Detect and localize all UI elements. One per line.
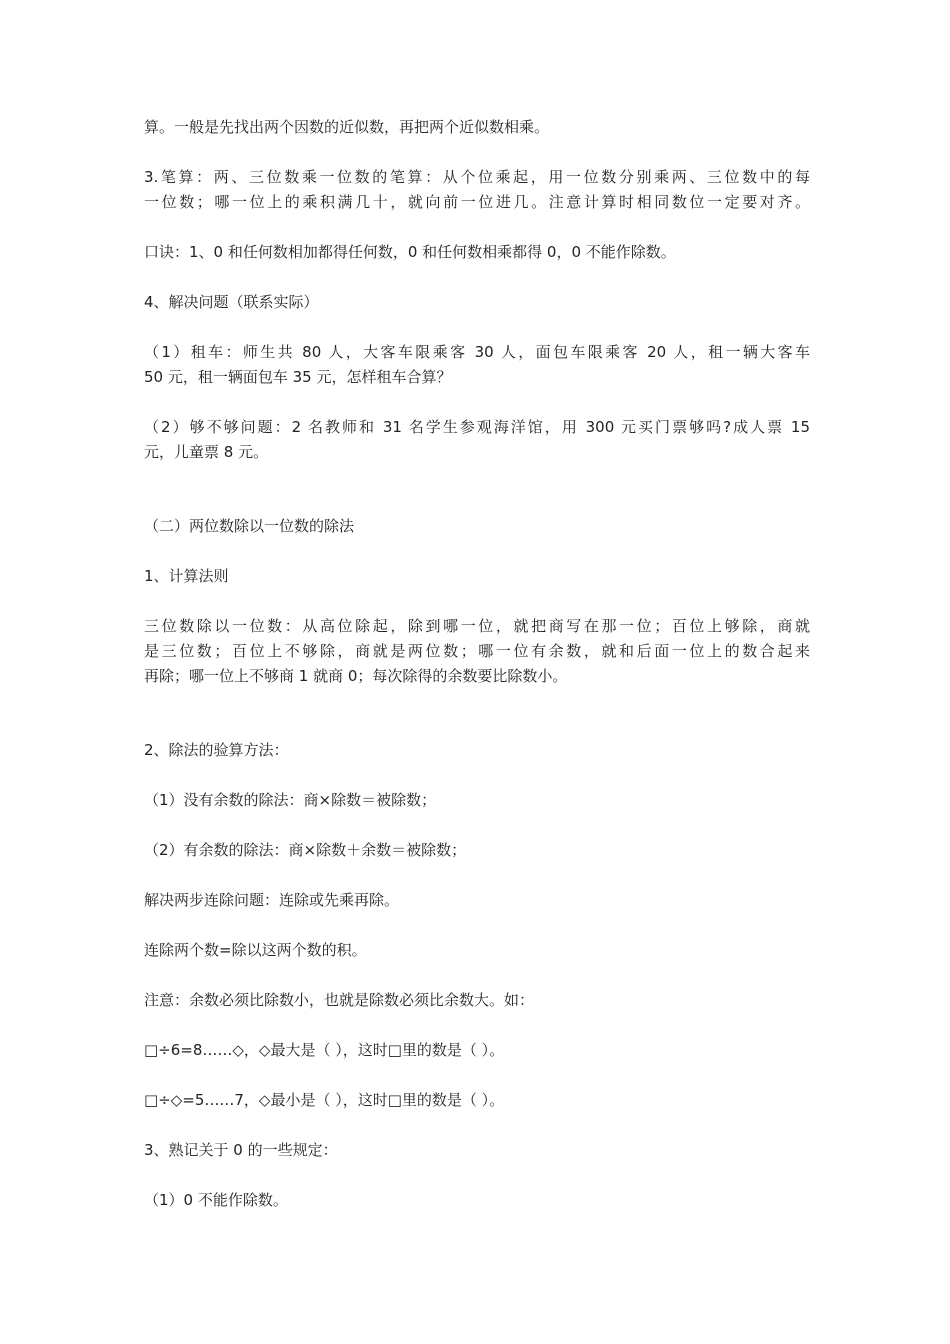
text-line: □÷◇=5……7，◇最小是（ ），这时□里的数是（ ）。 <box>144 1091 505 1109</box>
text-line: 3.笔算：两、三位数乘一位数的笔算：从个位乘起，用一位数分别乘两、三位数中的每 <box>144 168 810 186</box>
text-line: 解决两步连除问题：连除或先乘再除。 <box>144 891 400 909</box>
text-line: 是三位数；百位上不够除，商就是两位数；哪一位有余数，就和后面一位上的数合起来 <box>144 642 810 660</box>
section-heading: 3、熟记关于 0 的一些规定： <box>144 1141 338 1159</box>
section-heading: 2、除法的验算方法： <box>144 741 289 759</box>
section-heading: 4、解决问题（联系实际） <box>144 293 319 311</box>
section-heading: 1、计算法则 <box>144 567 229 585</box>
text-line: □÷6=8……◇，◇最大是（ ），这时□里的数是（ ）。 <box>144 1041 505 1059</box>
section-heading: （二）两位数除以一位数的除法 <box>144 517 355 535</box>
text-line: 口诀：1、0 和任何数相加都得任何数，0 和任何数相乘都得 0，0 不能作除数。 <box>144 243 676 261</box>
text-line: （2）有余数的除法：商×除数＋余数＝被除数； <box>144 841 467 859</box>
text-line: 一位数；哪一位上的乘积满几十，就向前一位进几。注意计算时相同数位一定要对齐。 <box>144 193 810 211</box>
text-line: 连除两个数=除以这两个数的积。 <box>144 941 367 959</box>
text-line: （1）0 不能作除数。 <box>144 1191 288 1209</box>
text-line: （2）够不够问题：2 名教师和 31 名学生参观海洋馆，用 300 元买门票够吗?成人票 15 <box>144 418 810 436</box>
text-line: （1）没有余数的除法：商×除数＝被除数； <box>144 791 437 809</box>
text-line: 三位数除以一位数：从高位除起，除到哪一位，就把商写在那一位；百位上够除，商就 <box>144 617 810 635</box>
text-line: （1）租车：师生共 80 人，大客车限乘客 30 人，面包车限乘客 20 人，租一辆大客车 <box>144 343 810 361</box>
text-line: 50 元，租一辆面包车 35 元，怎样租车合算？ <box>144 368 452 386</box>
text-line: 注意：余数必须比除数小，也就是除数必须比余数大。如： <box>144 991 535 1009</box>
text-line: 算。一般是先找出两个因数的近似数，再把两个近似数相乘。 <box>144 118 550 136</box>
text-line: 再除；哪一位上不够商 1 就商 0；每次除得的余数要比除数小。 <box>144 667 568 685</box>
text-line: 元，儿童票 8 元。 <box>144 443 269 461</box>
